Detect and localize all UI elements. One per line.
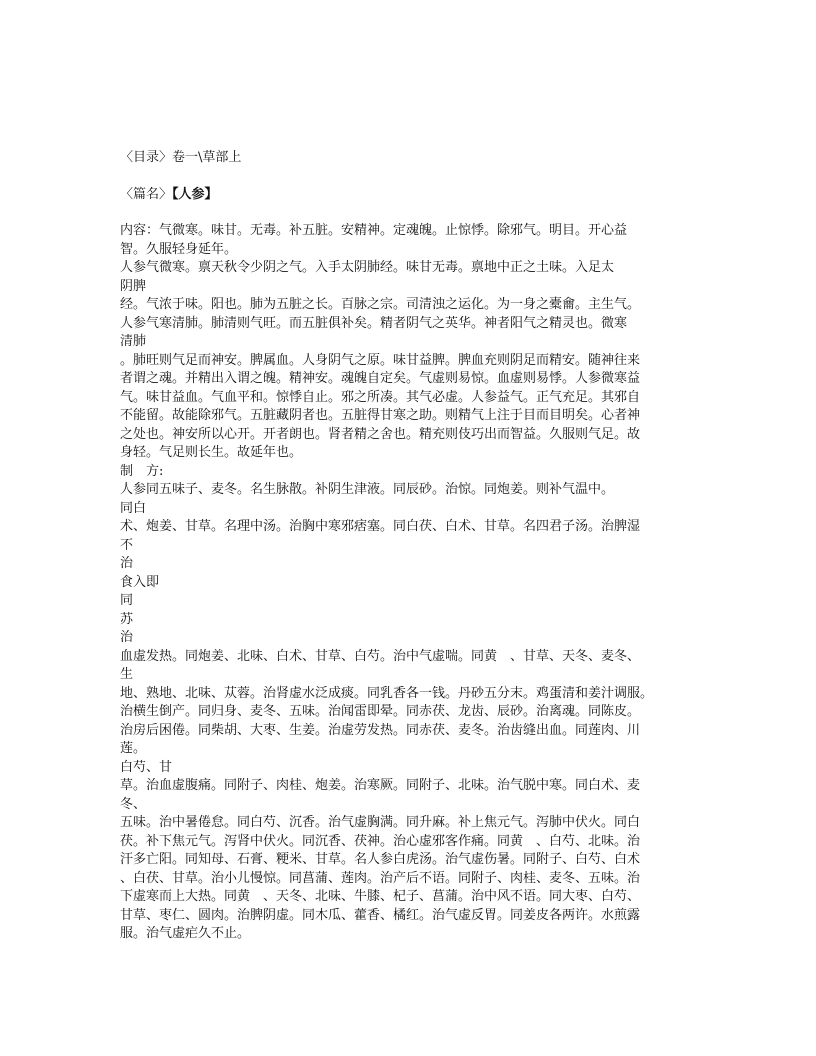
body-line: 人参气微寒。禀天秋令少阴之气。入手太阴肺经。味甘无毒。禀地中正之土味。入足太 bbox=[120, 260, 615, 275]
body-line: 治房后困倦。同柴胡、大枣、生姜。治虚劳发热。同赤茯、麦冬。治齿缝出血。同莲肉、川 bbox=[120, 722, 641, 738]
spacer bbox=[120, 204, 700, 222]
body-line: 白芍、甘 bbox=[120, 759, 173, 775]
body-line: 血虚发热。同炮姜、北味、白术、甘草、白芍。治中气虚喘。同黄 、甘草、天冬、麦冬、 bbox=[120, 648, 641, 664]
spacer bbox=[120, 168, 700, 186]
body-line: 制 方: bbox=[120, 463, 164, 479]
body-line: 者谓之魂。并精出入谓之魄。精神安。魂魄自定矣。气虚则易惊。血虚则易悸。人参微寒益 bbox=[120, 371, 641, 386]
body-line: 汗多亡阳。同知母、石膏、粳米、甘草。名人参白虎汤。治气虚伤暑。同附子、白芍、白术 bbox=[120, 852, 641, 867]
body-line: 阴脾 bbox=[120, 278, 147, 294]
body-line: 甘草、枣仁、圆肉。治脾阴虚。同木瓜、藿香、橘红。治气虚反胃。同姜皮各两许。水煎露 bbox=[120, 907, 641, 923]
body-line: 食入即 bbox=[120, 574, 160, 590]
body-line: 莲。 bbox=[120, 741, 147, 756]
body-line: 、白茯、甘草。治小儿慢惊。同菖蒲、莲肉。治产后不语。同附子、肉桂、麦冬、五味。治 bbox=[120, 870, 641, 886]
body-line: 。肺旺则气足而神安。脾属血。人身阴气之原。味甘益脾。脾血充则阴足而精安。随神往来 bbox=[120, 352, 641, 368]
body-line: 经。气浓于味。阳也。肺为五脏之长。百脉之宗。司清浊之运化。为一身之橐龠。主生气。 bbox=[120, 297, 641, 312]
body-line: 地、熟地、北味、苁蓉。治肾虚水泛成痰。同乳香各一钱。丹砂五分末。鸡蛋清和姜汁调服。 bbox=[120, 685, 654, 701]
body-line: 术、炮姜、甘草。名理中汤。治胸中寒邪痞塞。同白茯、白术、甘草。名四君子汤。治脾湿 bbox=[120, 519, 641, 534]
body-line: 冬、 bbox=[120, 796, 147, 812]
title-line bbox=[120, 186, 700, 205]
body-line: 服。治气虚疟久不止。 bbox=[120, 926, 251, 941]
body-line: 内容：气微寒。味甘。无毒。补五脏。安精神。定魂魄。止惊悸。除邪气。明目。开心益 bbox=[120, 223, 628, 238]
body-line: 同白 bbox=[120, 500, 147, 516]
body-line: 五味。治中暑倦怠。同白芍、沉香。治气虚胸满。同升麻。补上焦元气。泻肺中伏火。同白 bbox=[120, 815, 641, 830]
body-line: 人参气寒清肺。肺清则气旺。而五脏俱补矣。精者阴气之英华。神者阳气之精灵也。微寒 bbox=[120, 315, 628, 331]
body-line: 不 bbox=[120, 537, 134, 553]
catalog-line: 〈目录〉卷一\草部上 bbox=[120, 150, 242, 165]
body-line: 清肺 bbox=[120, 334, 147, 349]
body-line: 之处也。神安所以心开。开者朗也。肾者精之舍也。精充则伎巧出而智益。久服则气足。故 bbox=[120, 426, 641, 442]
body-line: 智。久服轻身延年。 bbox=[120, 241, 238, 257]
body-line: 治横生倒产。同归身、麦冬、五味。治闻雷即晕。同赤茯、龙齿、辰砂。治离魂。同陈皮。 bbox=[120, 704, 641, 719]
title-name: 【人参】 bbox=[172, 186, 218, 202]
body-line: 苏 bbox=[120, 611, 134, 627]
body-line: 身轻。气足则长生。故延年也。 bbox=[120, 445, 303, 460]
body-line: 治 bbox=[120, 556, 134, 571]
body-line: 茯。补下焦元气。泻肾中伏火。同沉香、茯神。治心虚邪客作痛。同黄 、白芍、北味。治 bbox=[120, 833, 641, 849]
body-line: 气。味甘益血。气血平和。惊悸自止。邪之所凑。其气必虚。人参益气。正气充足。其邪自 bbox=[120, 389, 641, 405]
body-text bbox=[120, 222, 700, 944]
body-line: 不能留。故能除邪气。五脏藏阴者也。五脏得甘寒之助。则精气上注于目而目明矣。心者神 bbox=[120, 408, 641, 423]
body-line: 草。治血虚腹痛。同附子、肉桂、炮姜。治寒厥。同附子、北味。治气脱中寒。同白术、麦 bbox=[120, 778, 641, 793]
body-line: 同 bbox=[120, 593, 134, 608]
body-line: 治 bbox=[120, 630, 134, 645]
document-page bbox=[120, 149, 700, 944]
title-prefix: 〈篇名〉 bbox=[120, 186, 173, 202]
body-line: 下虚寒而上大热。同黄 、天冬、北味、牛膝、杞子、菖蒲。治中风不语。同大枣、白芍、 bbox=[120, 889, 641, 904]
body-line: 生 bbox=[120, 667, 134, 682]
body-line: 人参同五味子、麦冬。名生脉散。补阴生津液。同辰砂。治惊。同炮姜。则补气温中。 bbox=[120, 482, 615, 497]
